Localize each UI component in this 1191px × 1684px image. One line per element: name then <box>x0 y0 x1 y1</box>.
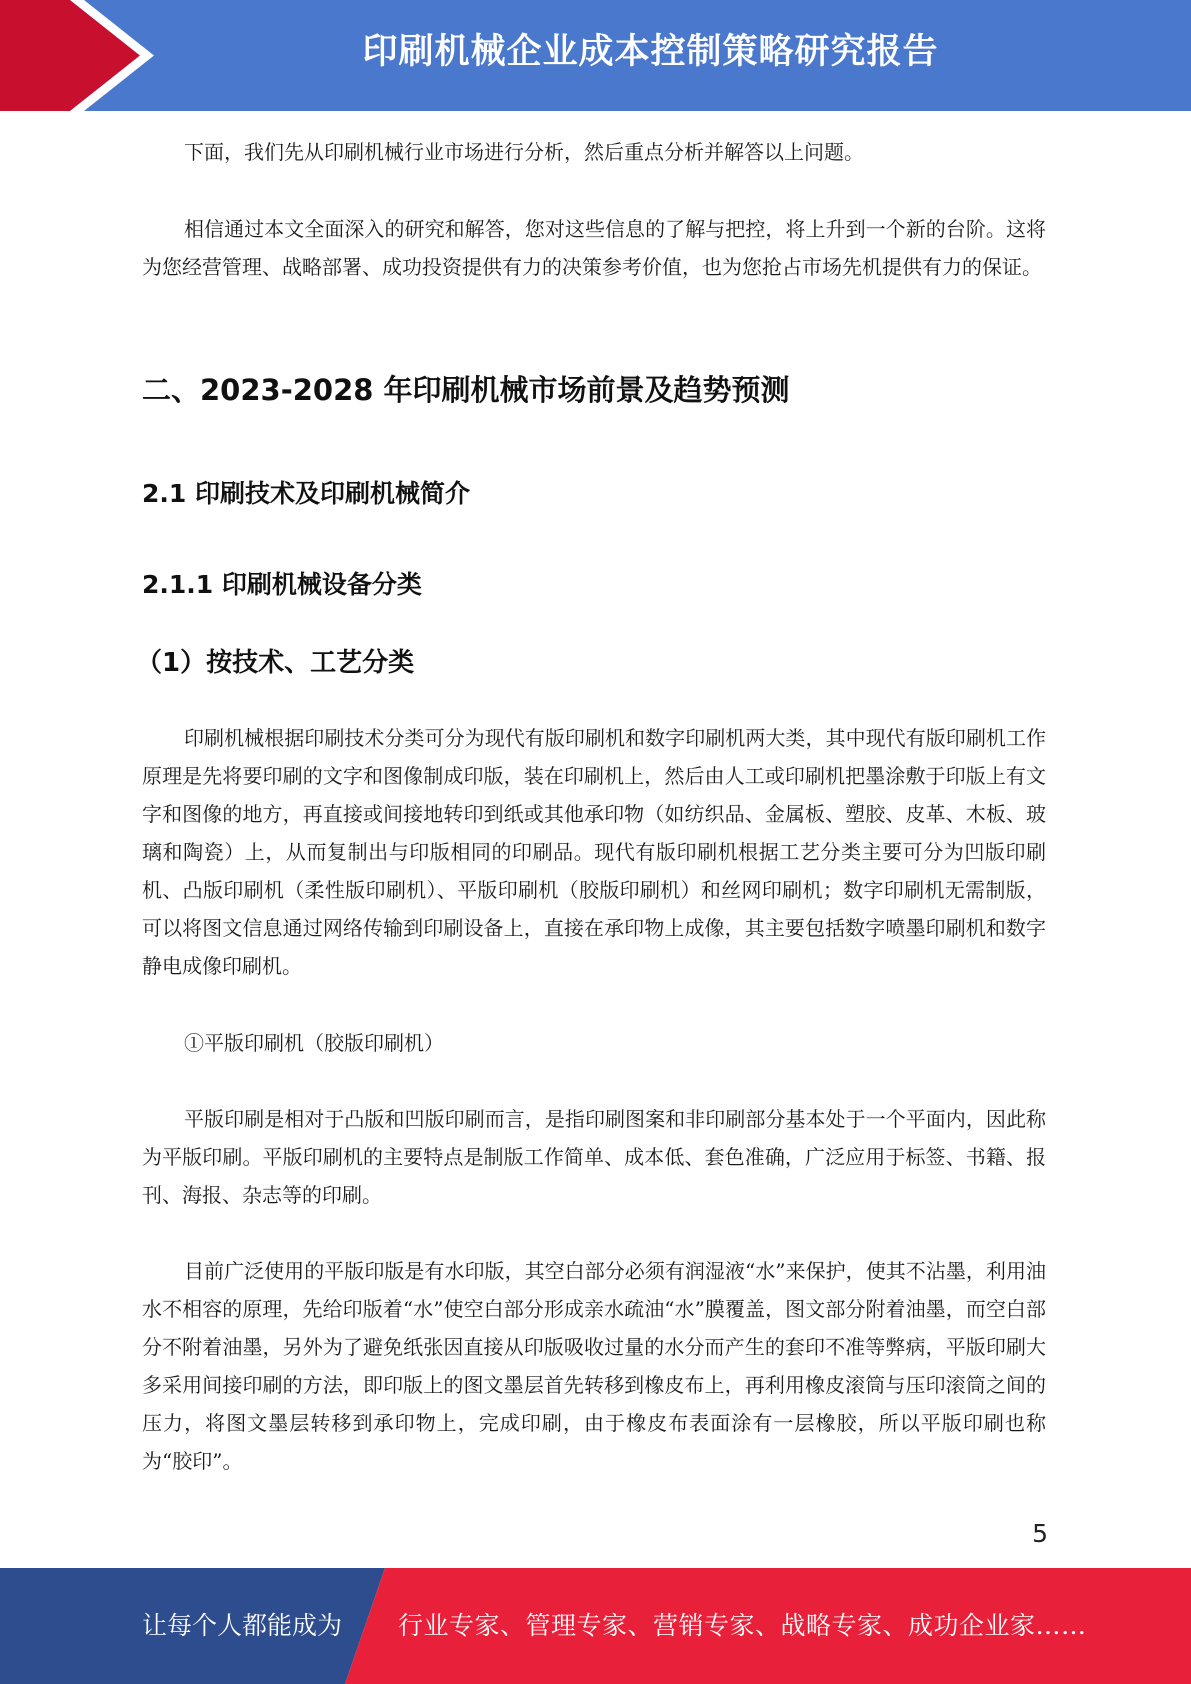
intro-paragraph-1: 下面，我们先从印刷机械行业市场进行分析，然后重点分析并解答以上问题。 <box>184 140 864 164</box>
footer-slogan-right: 行业专家、管理专家、营销专家、战略专家、成功企业家…… <box>398 1611 1087 1640</box>
offset-paragraph-2: 目前广泛使用的平版印版是有水印版，其空白部分必须有润湿液“水”来保护，使其不沾墨，利用油水不相容的原理，先给印版着“水”使空白部分形成亲水疏油“水”膜覆盖，图文部分附着油墨，而空白部分不附着油墨，另外为了避免纸张因直接从印版吸收过量的水分而产生的套印不准等弊病，平版印刷大多采用间接印刷的方法，即印版上的图文墨层首先转移到橡皮布上，再利用橡皮滚筒与压印滚筒之间的压力，将图文墨层转移到承印物上，完成印刷，由于橡皮布表面涂有一层橡胶，所以平版印刷也称为“胶印”。 <box>142 1259 1046 1473</box>
classification-heading: （1）按技术、工艺分类 <box>136 648 415 678</box>
intro-paragraph-2: 相信通过本文全面深入的研究和解答，您对这些信息的了解与把控，将上升到一个新的台阶。这将为您经营管理、战略部署、成功投资提供有力的决策参考价值，也为您抢占市场先机提供有力的保证。 <box>142 217 1046 279</box>
page-number: 5 <box>1032 1519 1048 1548</box>
header-arrow-decoration <box>0 0 160 111</box>
footer-slogan-left: 让每个人都能成为 <box>142 1611 343 1640</box>
classification-paragraph: 印刷机械根据印刷技术分类可分为现代有版印刷机和数字印刷机两大类，其中现代有版印刷机工作原理是先将要印刷的文字和图像制成印版，装在印刷机上，然后由人工或印刷机把墨涂敷于印版上有文字和图像的地方，再直接或间接地转印到纸或其他承印物（如纺织品、金属板、塑胶、皮革、木板、玻璃和陶瓷）上，从而复制出与印版相同的印刷品。现代有版印刷机根据工艺分类主要可分为凹版印刷机、凸版印刷机（柔性版印刷机）、平版印刷机（胶版印刷机）和丝网印刷机；数字印刷机无需制版，可以将图文信息通过网络传输到印刷设备上，直接在承印物上成像，其主要包括数字喷墨印刷机和数字静电成像印刷机。 <box>142 726 1046 978</box>
subsection-heading: 2.1 印刷技术及印刷机械简介 <box>142 479 470 508</box>
offset-paragraph-1: 平版印刷是相对于凸版和凹版印刷而言，是指印刷图案和非印刷部分基本处于一个平面内，因此称为平版印刷。平版印刷机的主要特点是制版工作简单、成本低、套色准确，广泛应用于标签、书籍、报刊、海报、杂志等的印刷。 <box>142 1107 1046 1207</box>
report-title: 印刷机械企业成本控制策略研究报告 <box>362 32 939 72</box>
section-heading: 二、2023-2028 年印刷机械市场前景及趋势预测 <box>142 373 790 407</box>
page-footer <box>0 1568 1191 1684</box>
page-header <box>0 0 1191 111</box>
subsubsection-heading: 2.1.1 印刷机械设备分类 <box>142 570 422 599</box>
offset-press-item: ①平版印刷机（胶版印刷机） <box>184 1031 444 1055</box>
